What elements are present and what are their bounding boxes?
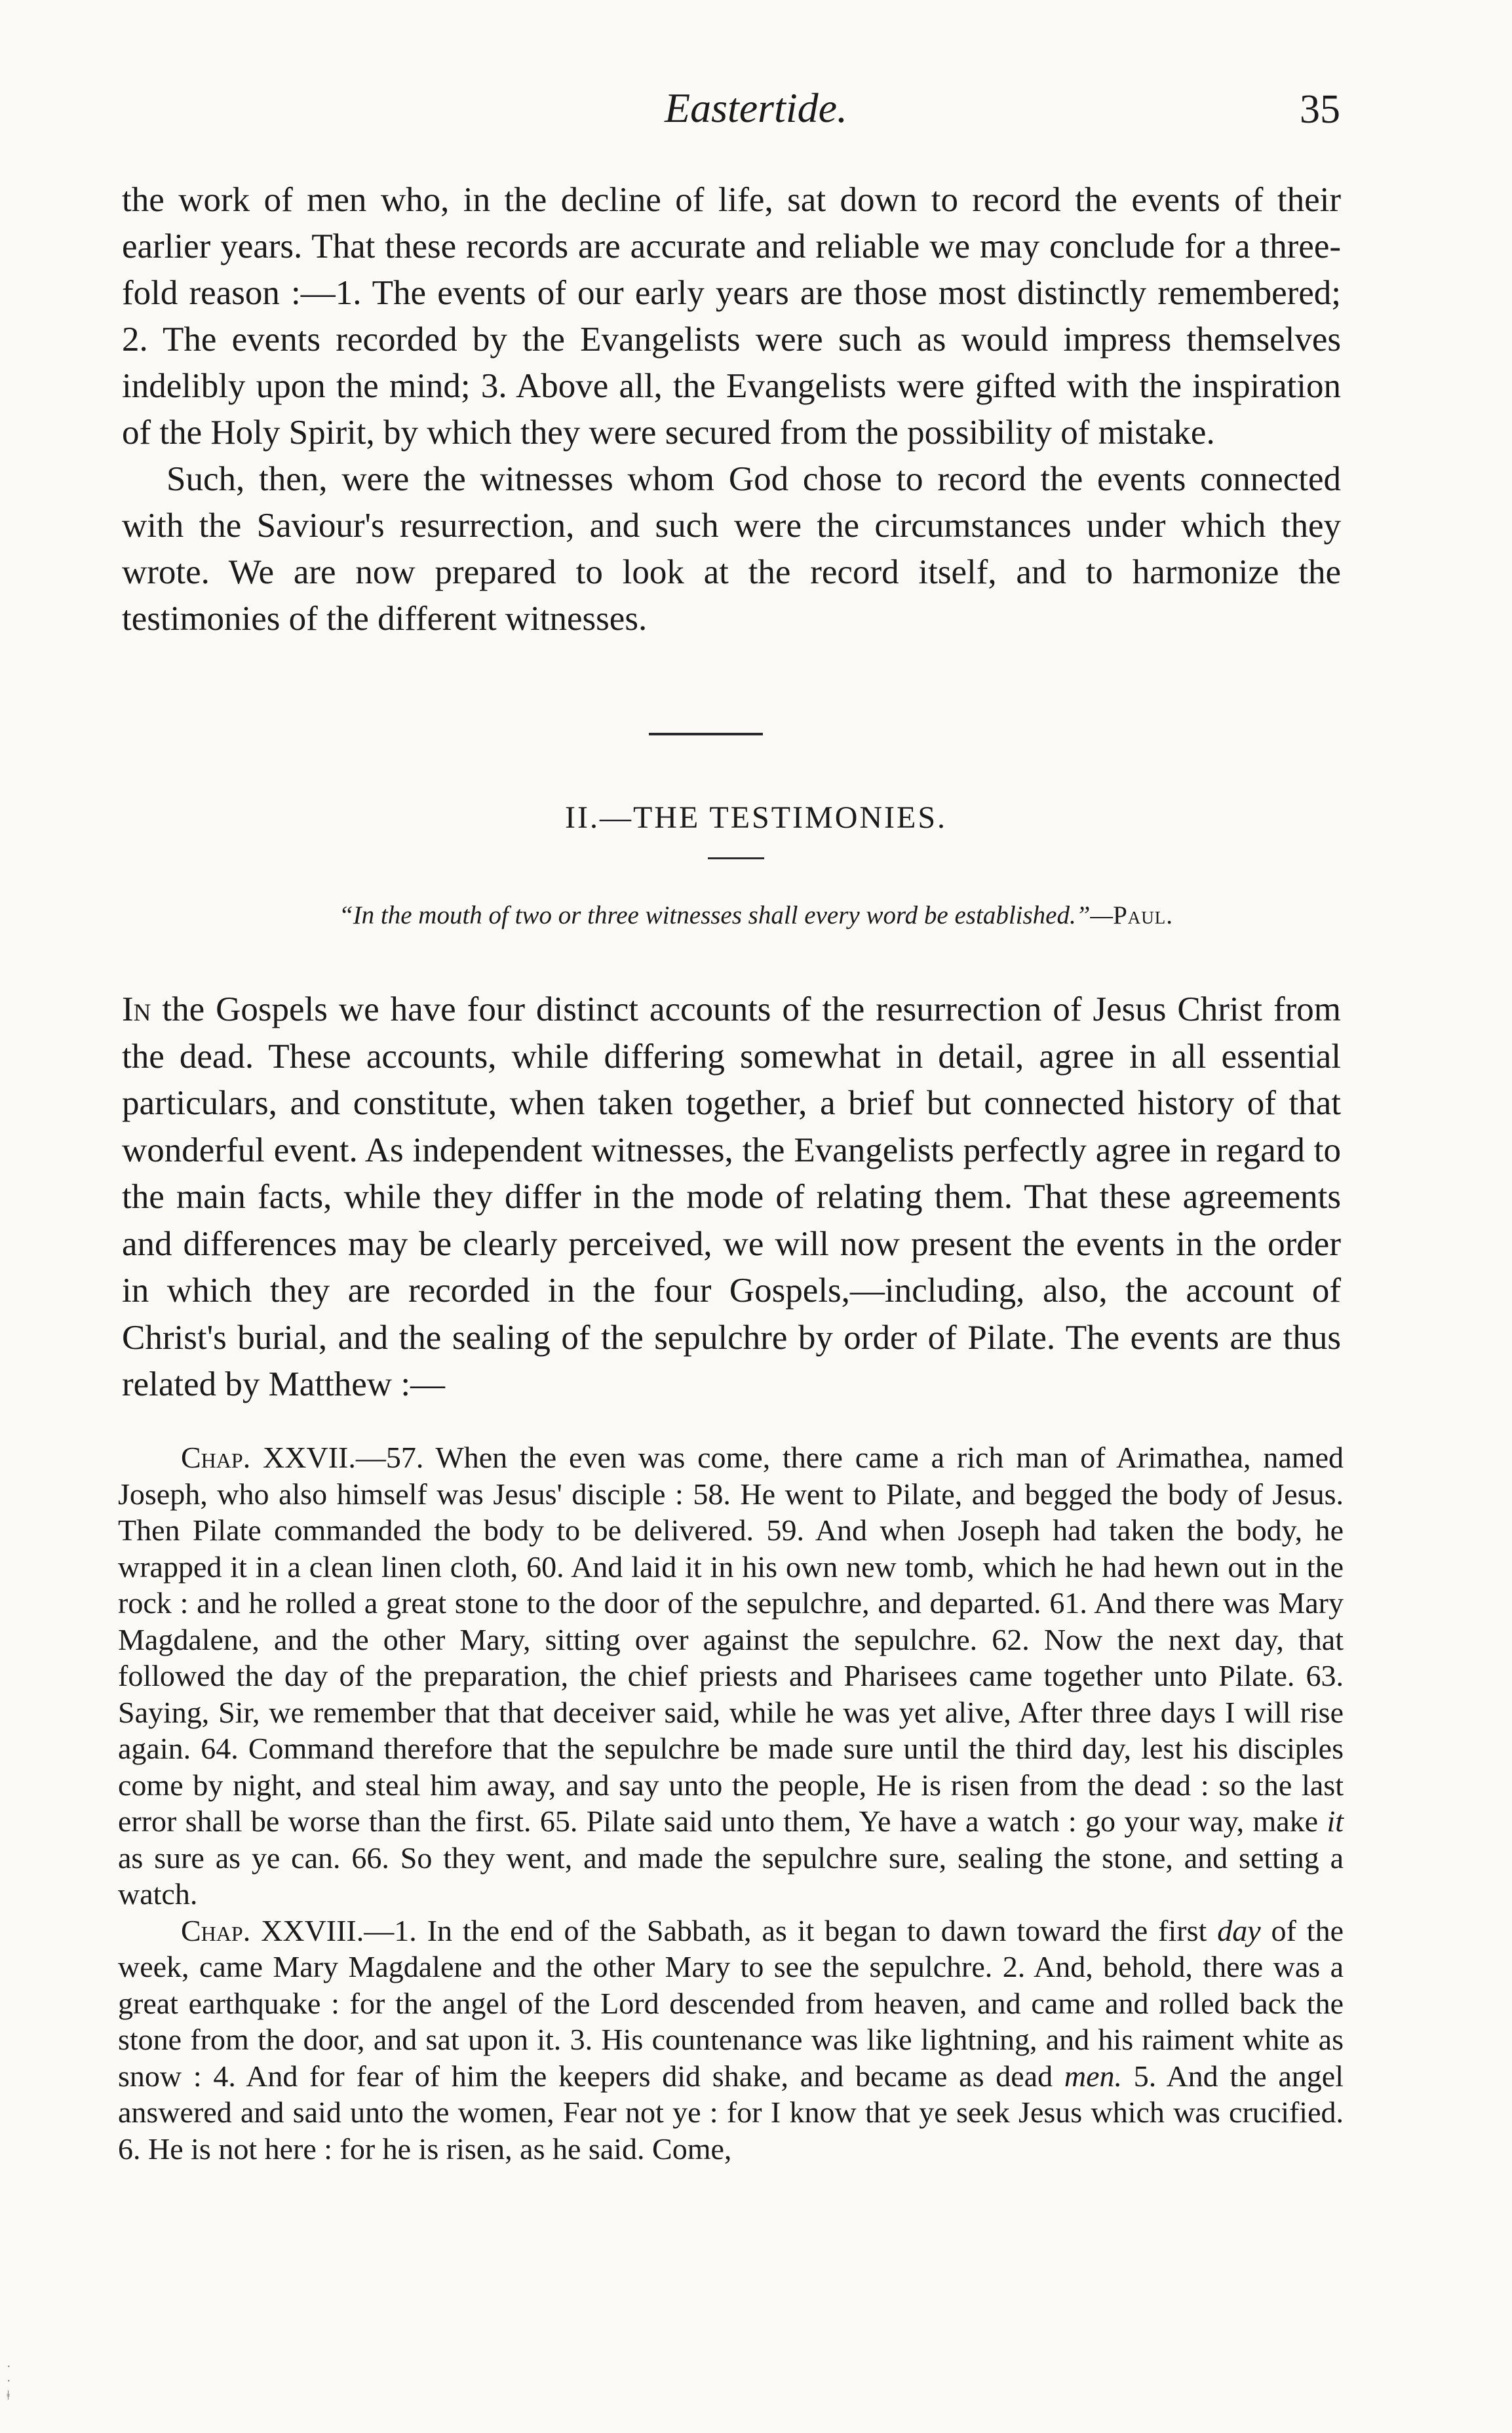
chapter-label: Chap. XXVII. <box>181 1441 356 1474</box>
scripture-chapter-28 <box>118 1913 1344 2168</box>
scripture-text-after: of the week, came Mary Magdalene and the other Mary to see the sepulchre. 2. And, behold, there was a great earthquake : for the angel of the Lord descended from heaven, and came and rolled back the stone from the door, and sat upon it. 3. His countenance was like lightning, and his raiment white as snow : 4. And for fear of him the keepers did shake, and became as dead <box>118 1913 1344 2093</box>
scripture-text: —57. When the even was come, there came a rich man of Arimathea, named Joseph, who also himself was Jesus' disciple : 58. He went to Pilate, and begged the body of Jesus. Then Pilate commanded the body to be delivered. 59. And when Joseph had taken the body, he wrapped it in a clean linen cloth, 60. And laid it in his own new tomb, which he had hewn out in the rock : and he rolled a great stone to the door of the sepulchre, and departed. 61. And there was Mary Magdalene, and the other Mary, sitting over against the sepulchre. 62. Now the next day, that followed the day of the preparation, the chief priests and Pharisees came together unto Pilate. 63. Saying, Sir, we remember that that deceiver said, while he was yet alive, After three days I will rise again. 64. Command therefore that the sepulchre be made sure until the third day, lest his disciples come by night, and steal him away, and say unto the people, He is risen from the dead : so the last error shall be worse than the first. 65. Pilate said unto them, Ye have a watch : go your way, make <box>118 1441 1344 1838</box>
page-number: 35 <box>1300 87 1340 132</box>
section-divider-rule <box>649 733 763 735</box>
epigraph-quote: “In the mouth of two or three witnesses shall every word be established.”— <box>338 901 1114 929</box>
epigraph-source: Paul. <box>1113 901 1174 929</box>
scripture-italic-2: men. <box>1064 2059 1122 2093</box>
scripture-quotation <box>118 1439 1344 2167</box>
main-paragraph-text: the Gospels we have four distinct accounts of the resurrection of Jesus Christ from the dead. These accounts, while differing somewhat in detail, agree in all essential particulars, and constitute, when taken together, a brief but connected history of that wonderful event. As independent witnesses, the Evangelists perfectly agree in regard to the main facts, while they differ in the mode of relating them. That these agreements and differences may be clearly perceived, we will now present the events in the order in which they are recorded in the four Gospels,—including, also, the account of Christ's burial, and the sealing of the sepulchre by order of Pilate. The events are thus related by Matthew :— <box>122 990 1341 1403</box>
section-title: II.—THE TESTIMONIES. <box>564 800 948 835</box>
scripture-italic: it <box>1327 1804 1344 1838</box>
epigraph <box>0 901 1512 930</box>
intro-paragraph-1: the work of men who, in the decline of life, sat down to record the events of their earlier years. That these records are accurate and reliable we may conclude for a three-fold reason :—1. The events of our early years are those most distinctly remembered; 2. The events recorded by the Evangelists were such as would impress themselves indelibly upon the mind; 3. Above all, the Evangelists were gifted with the inspiration of the Holy Spirit, by which they were secured from the possibility of mistake. <box>122 181 1341 452</box>
main-text <box>122 986 1341 1409</box>
scripture-italic: day <box>1217 1913 1261 1947</box>
title-underline-rule <box>708 857 764 859</box>
intro-paragraph-2: Such, then, were the witnesses whom God chose to record the events connected with the Saviour's resurrection, and such were the circumstances under which they wrote. We are now prepared to look at the record itself, and to harmonize the testimonies of the different witnesses. <box>122 460 1341 638</box>
paragraph-initial: In <box>122 990 151 1028</box>
scripture-text-after: as sure as ye can. 66. So they went, and made the sepulchre sure, sealing the stone, and setting a watch. <box>118 1840 1344 1911</box>
scan-edge-marks: · · ǂ <box>7 2360 11 2403</box>
chapter-label: Chap. XXVIII. <box>181 1913 364 1947</box>
running-title: Eastertide. <box>664 85 848 131</box>
scripture-text: —1. In the end of the Sabbath, as it began to dawn toward the first <box>364 1913 1218 1947</box>
scripture-chapter-27 <box>118 1439 1344 1913</box>
intro-text <box>122 177 1341 642</box>
main-paragraph <box>122 986 1341 1409</box>
scripture-text-after-2: 5. And the angel answered and said unto the women, Fear not ye : for I know that ye seek Jesus which was crucified. 6. He is not here : for he is risen, as he said. Come, <box>118 2059 1344 2166</box>
